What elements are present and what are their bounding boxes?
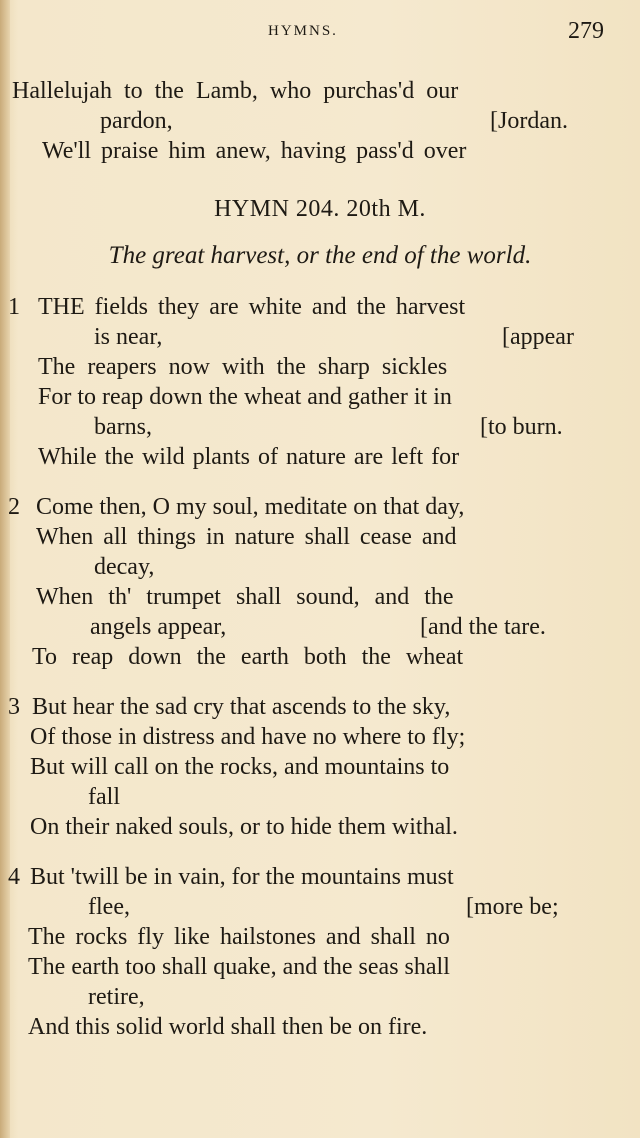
stanza-line: barns, [to burn.: [94, 414, 563, 440]
hymn-title: HYMN 204. 20th M.: [214, 196, 426, 222]
running-head: HYMNS.: [268, 23, 338, 39]
stanza-line: When all things in nature shall cease and: [36, 524, 457, 550]
page-header: [0, 18, 640, 48]
stanza-line: To reap down the earth both the wheat: [32, 644, 464, 670]
stanza-line: 2 Come then, O my soul, meditate on that day,: [8, 494, 465, 520]
stanza-line: For to reap down the wheat and gather it in: [38, 384, 452, 410]
stanza-line: When th' trumpet shall sound, and the: [36, 584, 454, 610]
stanza-line: But will call on the rocks, and mountains to: [30, 754, 450, 780]
stanza-line: On their naked souls, or to hide them withal.: [30, 814, 458, 840]
stanza-line: angels appear, [and the tare.: [90, 614, 546, 640]
stanza-line: retire,: [88, 984, 145, 1010]
stanza-line: Of those in distress and have no where to fly;: [30, 724, 466, 750]
stanza-line: The rocks fly like hailstones and shall no: [28, 924, 450, 950]
stanza-line: The reapers now with the sharp sickles: [38, 354, 448, 380]
stanza-line: And this solid world shall then be on fire.: [28, 1014, 428, 1040]
stanza-number: 1: [8, 294, 20, 320]
stanza-line: fall: [88, 784, 120, 810]
page-number: 279: [568, 18, 604, 44]
prev-hymn-line: Hallelujah to the Lamb, who purchas'd our: [12, 78, 459, 104]
stanza-line: The earth too shall quake, and the seas shall: [28, 954, 450, 980]
stanza-line: 3 But hear the sad cry that ascends to the sky,: [8, 694, 451, 720]
stanza-number: 2: [8, 494, 20, 520]
stanza-number: 4: [8, 864, 20, 890]
prev-hymn-line: pardon, [Jordan.: [100, 108, 568, 134]
stanza-line: flee, [more be;: [88, 894, 559, 920]
stanza-line: 4 But 'twill be in vain, for the mountains must: [8, 864, 454, 890]
stanza-number: 3: [8, 694, 20, 720]
stanza-line: is near, [appear: [94, 324, 574, 350]
stanza-line: 1 THE fields they are white and the harvest: [8, 294, 466, 320]
stanza-line: decay,: [94, 554, 155, 580]
hymn-subtitle: The great harvest, or the end of the world.: [108, 242, 532, 269]
stanza-line: While the wild plants of nature are left for: [38, 444, 460, 470]
prev-hymn-line: We'll praise him anew, having pass'd over: [42, 138, 467, 164]
